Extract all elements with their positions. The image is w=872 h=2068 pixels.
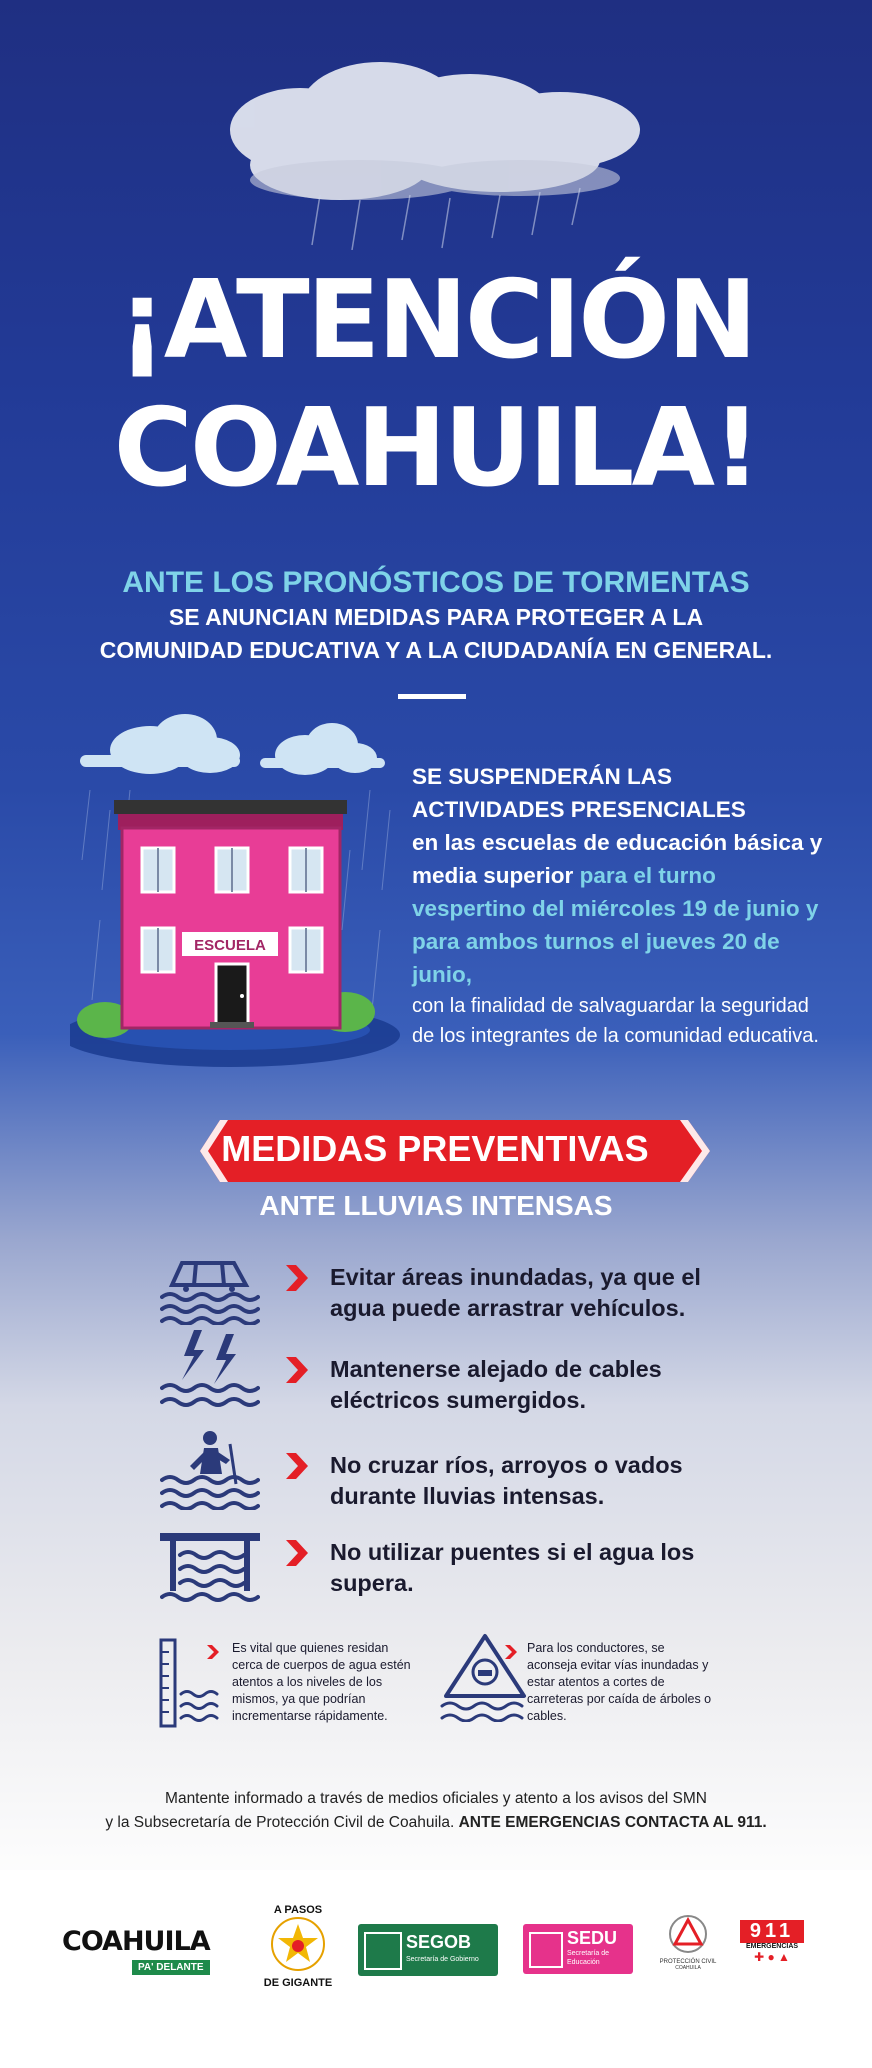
flooded-car-icon xyxy=(160,1245,260,1325)
a-pasos-de-gigante-logo[interactable]: A PASOS DE GIGANTE xyxy=(263,1904,333,1989)
school-sign: ESCUELA xyxy=(194,937,266,954)
measure-1-text: Evitar áreas inundadas, ya que el agua puede arrastrar vehículos. xyxy=(330,1264,701,1321)
coahuila-logo[interactable]: COAHUILA PA' DELANTE xyxy=(62,1926,210,1973)
note-2-text: Para los conductores, se aconseja evitar vías inundadas y estar atentos a cortes de carreteras por caída de árboles o cables. xyxy=(527,1641,712,1723)
coahuila-tagline: PA' DELANTE xyxy=(132,1960,210,1975)
title-line-2: COAHUILA! xyxy=(113,386,759,511)
note-1-text: Es vital que quienes residan cerca de cuerpos de agua estén atentos a los niveles de los mismos, ya que podrían incrementarse rápidamente. xyxy=(232,1641,411,1723)
civil-protection-icon xyxy=(668,1914,708,1954)
chevron-right-icon xyxy=(286,1357,308,1383)
intro-highlight: para el turno vespertino del miércoles 19 de junio y para ambos turnos el jueves 20 de junio, xyxy=(412,863,819,987)
chevron-right-icon xyxy=(207,1645,219,1659)
intro-schools: en las escuelas de educación básica y media superior para el turno vespertino del miércoles 19 de junio y para ambos turnos el jueves 20 de junio, xyxy=(412,830,823,987)
measure-2-text: Mantenerse alejado de cables eléctricos sumergidos. xyxy=(330,1356,662,1413)
footer-line-2: y la Subsecretaría de Protección Civil de Coahuila. ANTE EMERGENCIAS CONTACTA AL 911. xyxy=(105,1814,767,1831)
banner-subtitle: ANTE LLUVIAS INTENSAS xyxy=(259,1190,613,1221)
title-line-1: ¡ATENCIÓN xyxy=(117,258,755,383)
subtitle-highlight: ANTE LOS PRONÓSTICOS DE TORMENTAS xyxy=(122,566,750,599)
proteccion-civil-logo[interactable]: PROTECCIÓN CIVIL COAHUILA xyxy=(658,1914,718,1994)
subtitle-line-2: SE ANUNCIAN MEDIDAS PARA PROTEGER A LA xyxy=(168,604,704,630)
measure-3-text: No cruzar ríos, arroyos o vados durante lluvias intensas. xyxy=(330,1452,683,1509)
shield-icon xyxy=(364,1932,402,1970)
measure-4-text: No utilizar puentes si el agua los supera. xyxy=(330,1539,695,1596)
intro-text xyxy=(412,760,832,1051)
footer-line-1: Mantente informado a través de medios oficiales y atento a los avisos del SMN xyxy=(165,1790,707,1807)
person-crossing-water-icon xyxy=(160,1430,260,1510)
rain-cloud-icon xyxy=(200,60,670,250)
book-icon xyxy=(529,1932,563,1968)
bridge-water-icon xyxy=(160,1525,260,1605)
chevron-right-icon xyxy=(286,1453,308,1479)
star-icon xyxy=(270,1916,326,1972)
chevron-right-icon xyxy=(286,1540,308,1566)
sedu-logo[interactable]: SEDU Secretaría de Educación xyxy=(523,1924,633,1974)
logos-strip xyxy=(0,1870,872,2068)
chevron-right-icon xyxy=(286,1265,308,1291)
chevron-right-icon xyxy=(505,1645,517,1659)
divider xyxy=(398,694,466,699)
segob-logo[interactable]: SEGOB Secretaría de Gobierno xyxy=(358,1924,498,1976)
lightning-water-icon xyxy=(160,1330,260,1410)
intro-rest: con la finalidad de salvaguardar la seguridad de los integrantes de la comunidad educativa. xyxy=(412,995,819,1047)
small-cloud-icon xyxy=(80,714,240,774)
school-building-illustration xyxy=(70,700,410,1080)
banner-title: MEDIDAS PREVENTIVAS xyxy=(221,1128,649,1169)
subtitle-line-3: COMUNIDAD EDUCATIVA Y A LA CIUDADANÍA EN GENERAL. xyxy=(99,637,773,663)
intro-bold-2: ACTIVIDADES PRESENCIALES xyxy=(412,797,746,822)
emergencias-911-logo[interactable]: 911 EMERGENCIAS ✚ ● ▲ xyxy=(740,1920,804,1984)
footer-emergency: ANTE EMERGENCIAS CONTACTA AL 911. xyxy=(458,1814,767,1831)
emergency-symbols-icon: ✚ ● ▲ xyxy=(754,1950,790,1964)
intro-bold-1: SE SUSPENDERÁN LAS xyxy=(412,764,673,789)
